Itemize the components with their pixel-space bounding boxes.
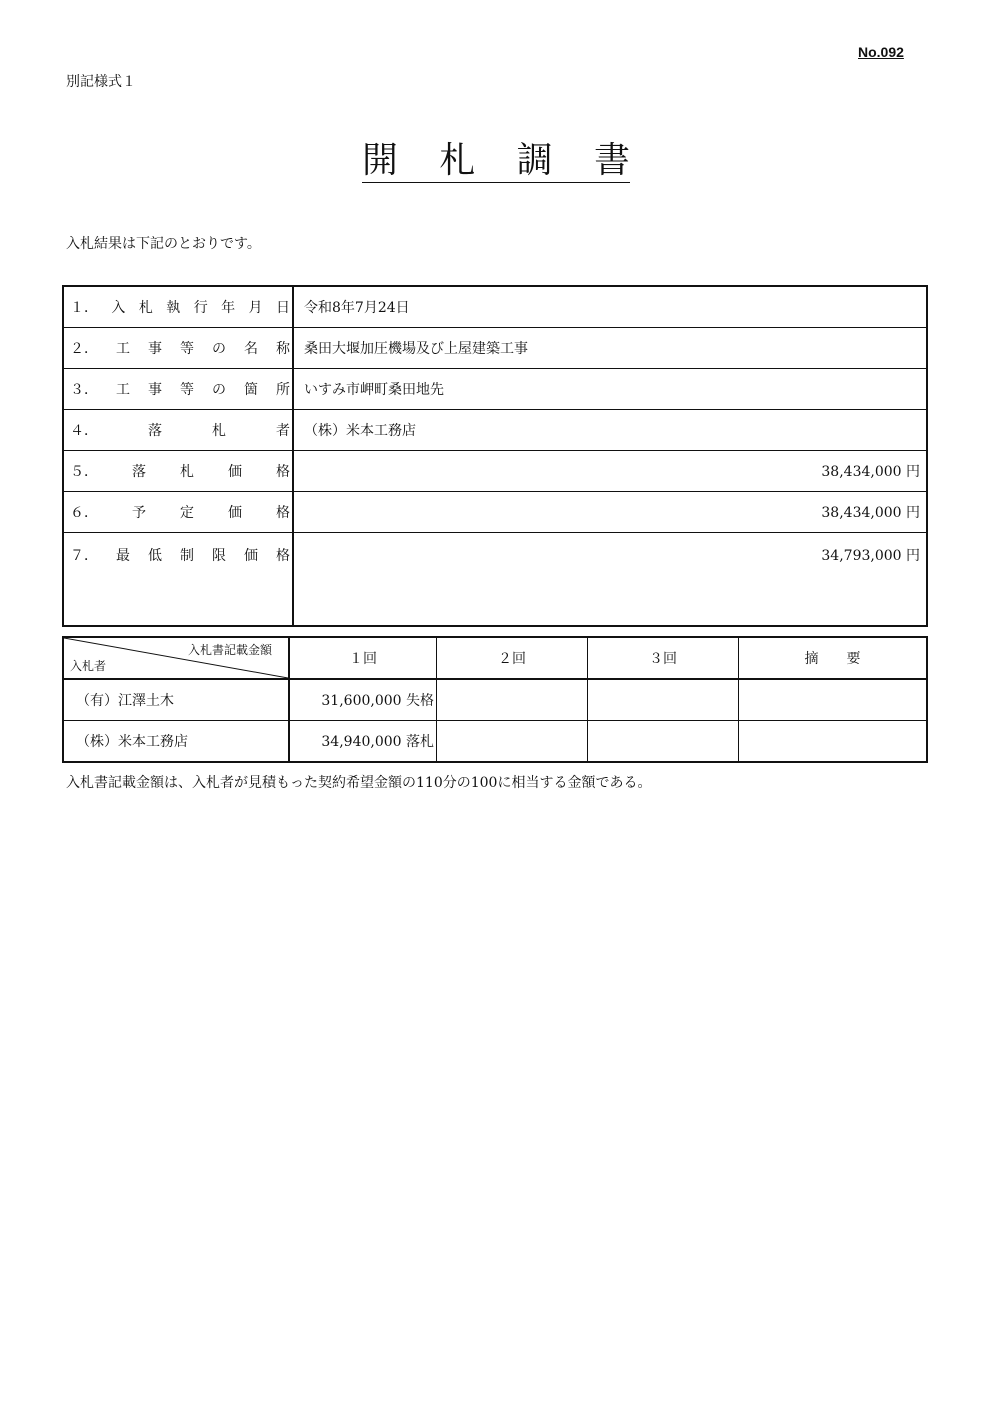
info-row xyxy=(63,492,927,533)
round-3-amount xyxy=(588,679,739,721)
info-label xyxy=(63,492,293,533)
info-label-char: 札 xyxy=(212,423,226,439)
title-char: 調 xyxy=(516,140,553,181)
info-label-char: 落 xyxy=(148,423,162,439)
info-label-char: 所 xyxy=(276,382,290,398)
bidder-header-label: 入札者 xyxy=(70,659,107,673)
info-row xyxy=(63,451,927,492)
info-number: ２． xyxy=(70,341,98,357)
remarks-cell xyxy=(739,721,928,763)
info-number: ５． xyxy=(70,464,98,480)
remarks-header: 摘 要 xyxy=(739,637,928,679)
bid-info-table xyxy=(62,285,928,627)
footnote: 入札書記載金額は、入札者が見積もった契約希望金額の110分の100に相当する金額である。 xyxy=(66,775,652,791)
info-label-char: 落 xyxy=(132,464,146,480)
title-char: 札 xyxy=(439,140,476,181)
info-label-char: 低 xyxy=(148,548,162,564)
info-label-char: 格 xyxy=(276,464,290,480)
info-value: （株）米本工務店 xyxy=(293,410,927,451)
info-label-char: 等 xyxy=(180,382,194,398)
info-label-char: 箇 xyxy=(244,382,258,398)
info-label xyxy=(63,410,293,451)
info-label-char: 日 xyxy=(275,300,290,316)
info-label-char: 札 xyxy=(138,300,153,316)
bidder-name: （有）江澤土木 xyxy=(63,679,289,721)
info-label-char: 価 xyxy=(228,464,242,480)
info-value: 38,434,000 円 xyxy=(293,492,927,533)
bidder-name: （株）米本工務店 xyxy=(63,721,289,763)
info-label-char: 格 xyxy=(276,505,290,521)
info-label-char: 等 xyxy=(180,341,194,357)
info-row xyxy=(63,410,927,451)
info-row xyxy=(63,369,927,410)
document-number: No.092 xyxy=(858,44,904,60)
info-label-char: の xyxy=(212,341,226,357)
bid-row xyxy=(63,721,927,763)
bid-row xyxy=(63,679,927,721)
info-row xyxy=(63,328,927,369)
info-label-char: 定 xyxy=(180,505,194,521)
info-label-char: 格 xyxy=(276,548,290,564)
info-label xyxy=(63,451,293,492)
info-number: ３． xyxy=(70,382,98,398)
info-label-char: 制 xyxy=(180,548,194,564)
round-1-header: １回 xyxy=(289,637,437,679)
diagonal-header-cell xyxy=(63,637,289,679)
round-2-amount xyxy=(437,721,588,763)
info-row xyxy=(63,533,927,627)
info-number: ４． xyxy=(70,423,98,439)
info-label-char: 札 xyxy=(180,464,194,480)
info-number: ７． xyxy=(70,548,98,564)
info-row xyxy=(63,286,927,328)
title-char: 書 xyxy=(593,140,630,181)
remarks-cell xyxy=(739,679,928,721)
title-char: 開 xyxy=(362,140,399,181)
info-label-char: 入 xyxy=(111,300,126,316)
info-label-char: 名 xyxy=(244,341,258,357)
bid-results-table xyxy=(62,636,928,763)
info-label xyxy=(63,328,293,369)
info-label-char: 事 xyxy=(148,382,162,398)
page-title xyxy=(362,140,630,183)
info-value: 34,793,000 円 xyxy=(293,533,927,627)
info-label-char: 称 xyxy=(276,341,290,357)
info-value: 38,434,000 円 xyxy=(293,451,927,492)
round-1-amount: 31,600,000 失格 xyxy=(289,679,437,721)
info-label-char: 工 xyxy=(116,382,130,398)
info-label xyxy=(63,533,293,627)
info-label xyxy=(63,369,293,410)
info-label-char: 者 xyxy=(276,423,290,439)
info-label-char: 予 xyxy=(132,505,146,521)
amount-header-label: 入札書記載金額 xyxy=(187,643,272,657)
round-2-header: ２回 xyxy=(437,637,588,679)
info-label-char: 執 xyxy=(166,300,181,316)
info-value: 桑田大堰加圧機場及び上屋建築工事 xyxy=(293,328,927,369)
info-number: ６． xyxy=(70,505,98,521)
intro-text: 入札結果は下記のとおりです。 xyxy=(66,236,261,252)
info-label-char: 年 xyxy=(221,300,236,316)
info-label-char: 限 xyxy=(212,548,226,564)
info-label-char: 価 xyxy=(228,505,242,521)
info-label-char: 最 xyxy=(116,548,130,564)
round-3-amount xyxy=(588,721,739,763)
info-label xyxy=(63,286,293,328)
info-label-char: 月 xyxy=(248,300,263,316)
info-label-char: の xyxy=(212,382,226,398)
info-label-char: 価 xyxy=(244,548,258,564)
info-number: １． xyxy=(70,300,98,316)
info-label-char: 事 xyxy=(148,341,162,357)
round-3-header: ３回 xyxy=(588,637,739,679)
round-2-amount xyxy=(437,679,588,721)
info-value: いすみ市岬町桑田地先 xyxy=(293,369,927,410)
info-label-char: 工 xyxy=(116,341,130,357)
info-label-char: 行 xyxy=(193,300,208,316)
round-1-amount: 34,940,000 落札 xyxy=(289,721,437,763)
info-value: 令和8年7月24日 xyxy=(293,286,927,328)
form-label: 別記様式１ xyxy=(66,74,136,90)
